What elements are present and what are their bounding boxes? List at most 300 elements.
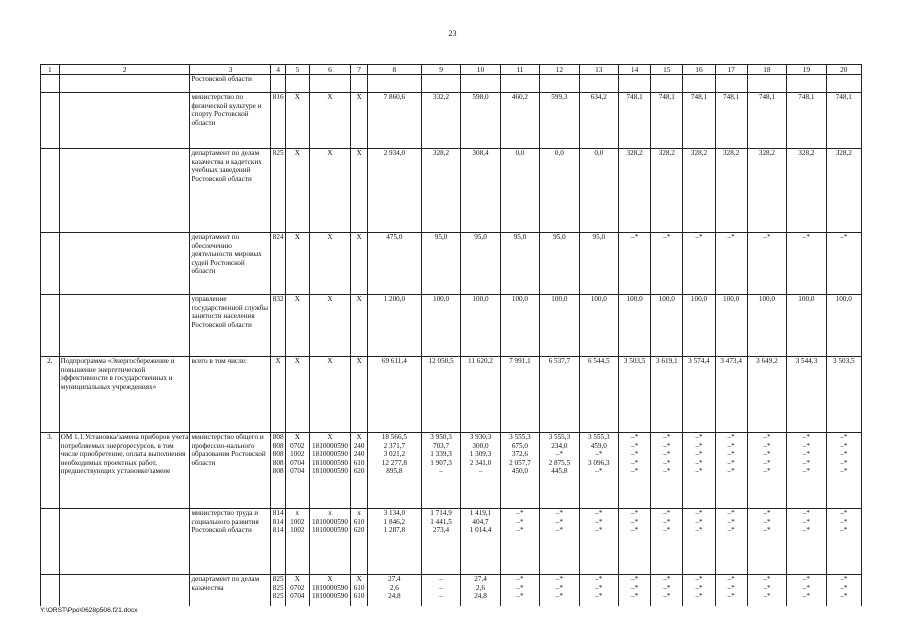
value-line: 18 566,5 xyxy=(381,433,407,441)
value-line: –* xyxy=(663,433,671,441)
value-line: 3 930,3 xyxy=(469,433,492,441)
value-line: Х xyxy=(327,295,333,303)
value-cell xyxy=(579,295,618,357)
value-cell xyxy=(500,75,539,93)
value-line: Х xyxy=(294,93,300,101)
value-line: –* xyxy=(631,458,639,467)
value-cell xyxy=(619,433,651,509)
value-line: 11 620,2 xyxy=(468,357,493,365)
value-line: –* xyxy=(631,517,639,526)
value-cell xyxy=(271,433,286,509)
value-line: 3 503,5 xyxy=(833,357,855,365)
program-name-cell xyxy=(59,75,190,93)
value-line: 100,0 xyxy=(835,295,852,303)
value-cell xyxy=(271,357,286,433)
value-line: –* xyxy=(555,583,563,592)
value-cell xyxy=(619,509,651,575)
value-line: –* xyxy=(631,450,639,458)
value-line: 0704 xyxy=(290,467,305,475)
value-line: 3 473,4 xyxy=(720,357,742,365)
value-line: 100,0 xyxy=(432,295,450,303)
table-row xyxy=(41,575,862,607)
value-cell xyxy=(540,433,579,509)
value-line: 748,1 xyxy=(758,93,776,101)
value-line: Х xyxy=(327,93,333,101)
value-line: –* xyxy=(763,467,771,475)
value-cell xyxy=(715,295,747,357)
value-line: 2 341,0 xyxy=(469,458,492,467)
value-cell xyxy=(500,509,539,575)
value-line: 1 907,3 xyxy=(430,458,452,467)
value-line: –* xyxy=(631,509,639,517)
value-cell xyxy=(651,295,683,357)
value-line: –* xyxy=(802,467,810,475)
value-cell xyxy=(540,509,579,575)
value-cell xyxy=(309,93,351,149)
value-cell xyxy=(500,357,539,433)
value-cell xyxy=(271,509,286,575)
value-cell xyxy=(351,295,368,357)
value-line: 24,8 xyxy=(388,592,401,600)
value-line: –* xyxy=(595,517,603,526)
value-cell xyxy=(747,509,786,575)
value-cell xyxy=(683,509,715,575)
value-cell xyxy=(826,295,861,357)
value-line: 308,4 xyxy=(472,149,489,157)
column-number-cell: 12 xyxy=(540,65,579,75)
value-line: 95,0 xyxy=(592,233,606,241)
row-number-cell: 2. xyxy=(41,357,60,433)
value-line: –* xyxy=(595,592,603,600)
value-cell xyxy=(540,233,579,295)
value-cell xyxy=(619,75,651,93)
value-line: –* xyxy=(631,433,639,441)
value-line: –* xyxy=(802,458,810,467)
value-line: 459,0 xyxy=(590,441,607,450)
value-cell xyxy=(579,233,618,295)
value-line: –* xyxy=(802,575,810,583)
value-cell xyxy=(421,93,460,149)
value-line: 2,6 xyxy=(389,583,399,592)
value-line: 748,1 xyxy=(798,93,815,101)
value-line: –* xyxy=(840,517,848,526)
value-line: –* xyxy=(840,450,848,458)
value-cell xyxy=(787,357,826,433)
value-line: 100,0 xyxy=(690,295,708,303)
value-line: 825 xyxy=(272,149,284,157)
value-line: Х xyxy=(356,295,362,303)
value-line: –* xyxy=(516,509,524,517)
value-line: –* xyxy=(763,509,771,517)
value-line: 6 537,7 xyxy=(548,357,571,365)
value-line: 1 846,2 xyxy=(383,517,406,526)
value-cell xyxy=(540,575,579,607)
value-cell xyxy=(367,233,421,295)
value-cell xyxy=(787,75,826,93)
value-line: –* xyxy=(516,526,524,534)
value-cell xyxy=(826,357,861,433)
value-line: 450,0 xyxy=(511,467,529,475)
value-cell xyxy=(715,433,747,509)
value-line: 610 xyxy=(353,458,365,467)
value-line: 460,2 xyxy=(511,93,529,101)
value-cell xyxy=(683,575,715,607)
value-line: 1 287,8 xyxy=(383,526,406,534)
column-number-cell: 9 xyxy=(421,65,460,75)
value-cell xyxy=(461,233,500,295)
value-line: Х xyxy=(327,233,333,241)
value-cell xyxy=(747,357,786,433)
value-line: –* xyxy=(727,458,735,467)
value-line: 475,0 xyxy=(386,233,403,241)
value-cell xyxy=(683,433,715,509)
page-number: 23 xyxy=(448,29,457,38)
value-cell xyxy=(351,575,368,607)
value-line: –* xyxy=(763,526,771,534)
value-line: 3 649,2 xyxy=(756,357,778,365)
value-line: 7 860,6 xyxy=(383,93,406,101)
column-number-cell: 10 xyxy=(461,65,500,75)
program-name-cell xyxy=(59,509,190,575)
value-line: 100,0 xyxy=(551,295,568,303)
value-line: – xyxy=(478,467,483,475)
value-cell xyxy=(285,75,309,93)
value-line: 100,0 xyxy=(798,295,815,303)
value-cell xyxy=(421,75,460,93)
value-line: Х xyxy=(294,295,300,303)
value-cell xyxy=(309,575,351,607)
value-line: 100,0 xyxy=(758,295,776,303)
value-cell xyxy=(826,509,861,575)
value-cell xyxy=(619,93,651,149)
value-cell xyxy=(747,433,786,509)
row-number-cell: 3. xyxy=(41,433,60,509)
table-row xyxy=(41,233,862,295)
row-number-cell xyxy=(41,575,60,607)
executor-cell: управление государственной службы занятости населения Ростовской области xyxy=(190,295,271,357)
value-line: 328,2 xyxy=(798,149,815,157)
value-line: –* xyxy=(663,458,671,467)
value-line: 328,2 xyxy=(723,149,740,157)
value-cell xyxy=(619,149,651,233)
value-cell xyxy=(351,509,368,575)
value-line: Х xyxy=(294,575,300,583)
value-line: 300,0 xyxy=(472,441,489,450)
value-cell xyxy=(309,295,351,357)
value-line: 328,2 xyxy=(432,149,450,157)
value-line: – xyxy=(439,467,443,475)
value-line: Х xyxy=(356,93,362,101)
value-cell xyxy=(651,357,683,433)
value-line: 2,6 xyxy=(476,583,485,592)
value-cell xyxy=(351,93,368,149)
value-cell xyxy=(500,233,539,295)
value-line: 328,2 xyxy=(658,149,675,157)
value-line: х xyxy=(328,509,332,517)
value-line: 808 xyxy=(272,467,284,475)
value-line: х xyxy=(357,509,361,517)
value-cell xyxy=(271,93,286,149)
column-number-cell: 18 xyxy=(747,65,786,75)
value-line: 240 xyxy=(353,450,365,458)
column-number-cell: 11 xyxy=(500,65,539,75)
column-number-cell: 15 xyxy=(651,65,683,75)
row-number-cell xyxy=(41,233,60,295)
row-number-cell xyxy=(41,75,60,93)
value-line: 372,6 xyxy=(511,450,529,458)
program-name-cell xyxy=(59,149,190,233)
table-row xyxy=(41,93,862,149)
value-cell xyxy=(461,149,500,233)
value-cell xyxy=(351,233,368,295)
value-line: – xyxy=(439,592,443,600)
value-cell xyxy=(367,295,421,357)
file-path-footer: Y:\ORST\Ppo\0628p506.f21.docx xyxy=(40,607,138,614)
value-cell xyxy=(579,357,618,433)
value-line: 2 057,7 xyxy=(509,458,531,467)
value-line: –* xyxy=(516,583,524,592)
value-cell xyxy=(421,357,460,433)
value-cell xyxy=(747,75,786,93)
executor-cell: Ростовской области xyxy=(190,75,271,93)
value-line: 3 134,0 xyxy=(383,509,406,517)
value-line: 703,7 xyxy=(432,441,450,450)
value-cell xyxy=(367,357,421,433)
value-line: 808 xyxy=(272,450,284,458)
column-number-cell: 8 xyxy=(367,65,421,75)
value-line: Х xyxy=(294,233,300,241)
value-line: 598,0 xyxy=(472,93,489,101)
value-line: –* xyxy=(631,592,639,600)
value-line: 3 555,3 xyxy=(509,433,531,441)
value-line: –* xyxy=(763,233,771,241)
program-name-cell: Подпрограмма «Энергосбережение и повышение энергетической эффективности в государственных и муниципальных учреждениях» xyxy=(59,357,190,433)
value-line: –* xyxy=(663,526,671,534)
value-cell xyxy=(367,149,421,233)
value-cell xyxy=(500,149,539,233)
value-cell xyxy=(787,149,826,233)
value-line: –* xyxy=(840,433,848,441)
value-line: 1810000590 xyxy=(312,450,348,458)
value-line: 3 544,3 xyxy=(795,357,818,365)
value-cell xyxy=(309,357,351,433)
column-number-cell: 1 xyxy=(41,65,60,75)
value-cell xyxy=(309,233,351,295)
value-line: 0702 xyxy=(290,441,305,450)
value-cell xyxy=(787,233,826,295)
value-cell xyxy=(683,75,715,93)
value-cell xyxy=(285,575,309,607)
value-line: 3 574,4 xyxy=(688,357,710,365)
value-line: –* xyxy=(555,575,563,583)
value-cell xyxy=(500,433,539,509)
value-line: 95,0 xyxy=(434,233,448,241)
value-line: 814 xyxy=(272,517,284,526)
value-line: 825 xyxy=(272,583,284,592)
value-cell xyxy=(826,149,861,233)
value-cell xyxy=(285,433,309,509)
program-name-cell: ОМ 1.1.Установка/замена приборов учета потребляемых энергоресурсов, в том числе приобретение, оплата выполнения необходимых проектных работ, предшествующих установке/замене xyxy=(59,433,190,509)
value-line: –* xyxy=(695,433,703,441)
value-line: –* xyxy=(595,467,603,475)
value-cell xyxy=(500,93,539,149)
value-line: 1002 xyxy=(290,526,305,534)
value-line: –* xyxy=(695,467,703,475)
value-line: 1810000590 xyxy=(312,458,348,467)
column-number-cell: 6 xyxy=(309,65,351,75)
value-line: Х xyxy=(356,433,362,441)
value-cell xyxy=(285,295,309,357)
value-line: Х xyxy=(327,357,333,365)
value-line: –* xyxy=(840,458,848,467)
value-cell xyxy=(651,509,683,575)
value-line: 675,0 xyxy=(511,441,529,450)
value-line: –* xyxy=(727,592,735,600)
value-line: –* xyxy=(727,450,735,458)
value-cell xyxy=(715,509,747,575)
value-line: 3 096,3 xyxy=(588,458,610,467)
value-cell xyxy=(619,357,651,433)
value-line: –* xyxy=(802,583,810,592)
value-line: 748,1 xyxy=(723,93,740,101)
value-line: 3 555,3 xyxy=(548,433,571,441)
value-line: –* xyxy=(631,233,639,241)
value-line: 620 xyxy=(353,526,365,534)
value-line: 2 934,0 xyxy=(383,149,406,157)
value-line: 95,0 xyxy=(513,233,527,241)
value-cell xyxy=(309,75,351,93)
value-line: 0702 xyxy=(290,583,305,592)
value-line: –* xyxy=(763,517,771,526)
value-line: –* xyxy=(763,592,771,600)
table-row xyxy=(41,433,862,509)
value-cell xyxy=(683,93,715,149)
value-line: –* xyxy=(555,509,563,517)
value-cell xyxy=(461,357,500,433)
value-line: 1810000590 xyxy=(312,583,348,592)
value-line: 748,1 xyxy=(690,93,708,101)
value-line: –* xyxy=(840,592,848,600)
value-cell xyxy=(461,575,500,607)
value-line: –* xyxy=(631,467,639,475)
value-cell xyxy=(715,75,747,93)
value-cell xyxy=(421,509,460,575)
value-line: 24,8 xyxy=(474,592,487,600)
value-line: 1002 xyxy=(290,517,305,526)
value-cell xyxy=(579,93,618,149)
value-cell xyxy=(351,149,368,233)
value-line: –* xyxy=(631,441,639,450)
executor-cell: департамент по делам казачества и кадетских учебных заведений Ростовской области xyxy=(190,149,271,233)
value-line: –* xyxy=(516,575,524,583)
value-cell xyxy=(540,75,579,93)
value-line: 328,2 xyxy=(626,149,643,157)
value-line: 445,8 xyxy=(551,467,568,475)
value-cell xyxy=(651,233,683,295)
table-row xyxy=(41,75,862,93)
value-cell xyxy=(285,149,309,233)
value-line: –* xyxy=(695,441,703,450)
value-line: 7 991,1 xyxy=(509,357,531,365)
value-line: 3 619,1 xyxy=(656,357,678,365)
value-cell xyxy=(461,75,500,93)
value-line: –* xyxy=(695,526,703,534)
value-line: Х xyxy=(327,433,333,441)
value-cell xyxy=(461,433,500,509)
value-line: –* xyxy=(763,458,771,467)
value-line: –* xyxy=(516,592,524,600)
value-cell xyxy=(421,575,460,607)
value-cell xyxy=(651,575,683,607)
value-cell xyxy=(271,233,286,295)
value-line: –* xyxy=(840,575,848,583)
value-line: Х xyxy=(356,357,362,365)
value-cell xyxy=(421,233,460,295)
value-line: 808 xyxy=(272,433,284,441)
value-cell xyxy=(540,93,579,149)
value-line: 1 714,9 xyxy=(430,509,452,517)
value-line: 95,0 xyxy=(474,233,487,241)
value-line: –* xyxy=(695,583,703,592)
value-cell xyxy=(747,295,786,357)
value-line: 0,0 xyxy=(594,149,604,157)
value-line: 6 544,5 xyxy=(588,357,610,365)
value-line: 328,2 xyxy=(690,149,708,157)
value-cell xyxy=(683,233,715,295)
value-line: –* xyxy=(555,450,563,458)
value-line: 0704 xyxy=(290,592,305,600)
value-cell xyxy=(461,295,500,357)
value-cell xyxy=(540,357,579,433)
value-line: 748,1 xyxy=(626,93,643,101)
value-line: –* xyxy=(727,509,735,517)
value-line: –* xyxy=(727,583,735,592)
value-cell xyxy=(651,149,683,233)
value-line: Х xyxy=(356,149,362,157)
value-cell xyxy=(826,575,861,607)
column-number-cell: 17 xyxy=(715,65,747,75)
value-line: 240 xyxy=(353,441,365,450)
row-number-cell xyxy=(41,509,60,575)
value-line: –* xyxy=(695,509,703,517)
value-line: 328,2 xyxy=(835,149,852,157)
program-name-cell xyxy=(59,233,190,295)
value-line: х xyxy=(295,509,300,517)
value-line: –* xyxy=(555,517,563,526)
value-line: 748,1 xyxy=(658,93,675,101)
column-number-cell: 14 xyxy=(619,65,651,75)
value-cell xyxy=(309,509,351,575)
value-cell xyxy=(826,433,861,509)
value-cell xyxy=(715,233,747,295)
value-cell xyxy=(271,149,286,233)
program-name-cell xyxy=(59,93,190,149)
value-line: –* xyxy=(631,526,639,534)
value-line: Х xyxy=(294,149,300,157)
value-line: Х xyxy=(327,149,333,157)
value-line: –* xyxy=(663,575,671,583)
value-line: –* xyxy=(631,575,639,583)
value-line: –* xyxy=(840,441,848,450)
value-line: Х xyxy=(356,575,362,583)
value-line: Х xyxy=(356,233,362,241)
value-line: 808 xyxy=(272,441,284,450)
value-cell xyxy=(683,149,715,233)
value-cell xyxy=(787,509,826,575)
value-line: 1 419,1 xyxy=(469,509,492,517)
column-number-cell: 4 xyxy=(271,65,286,75)
value-line: Х xyxy=(327,575,333,583)
